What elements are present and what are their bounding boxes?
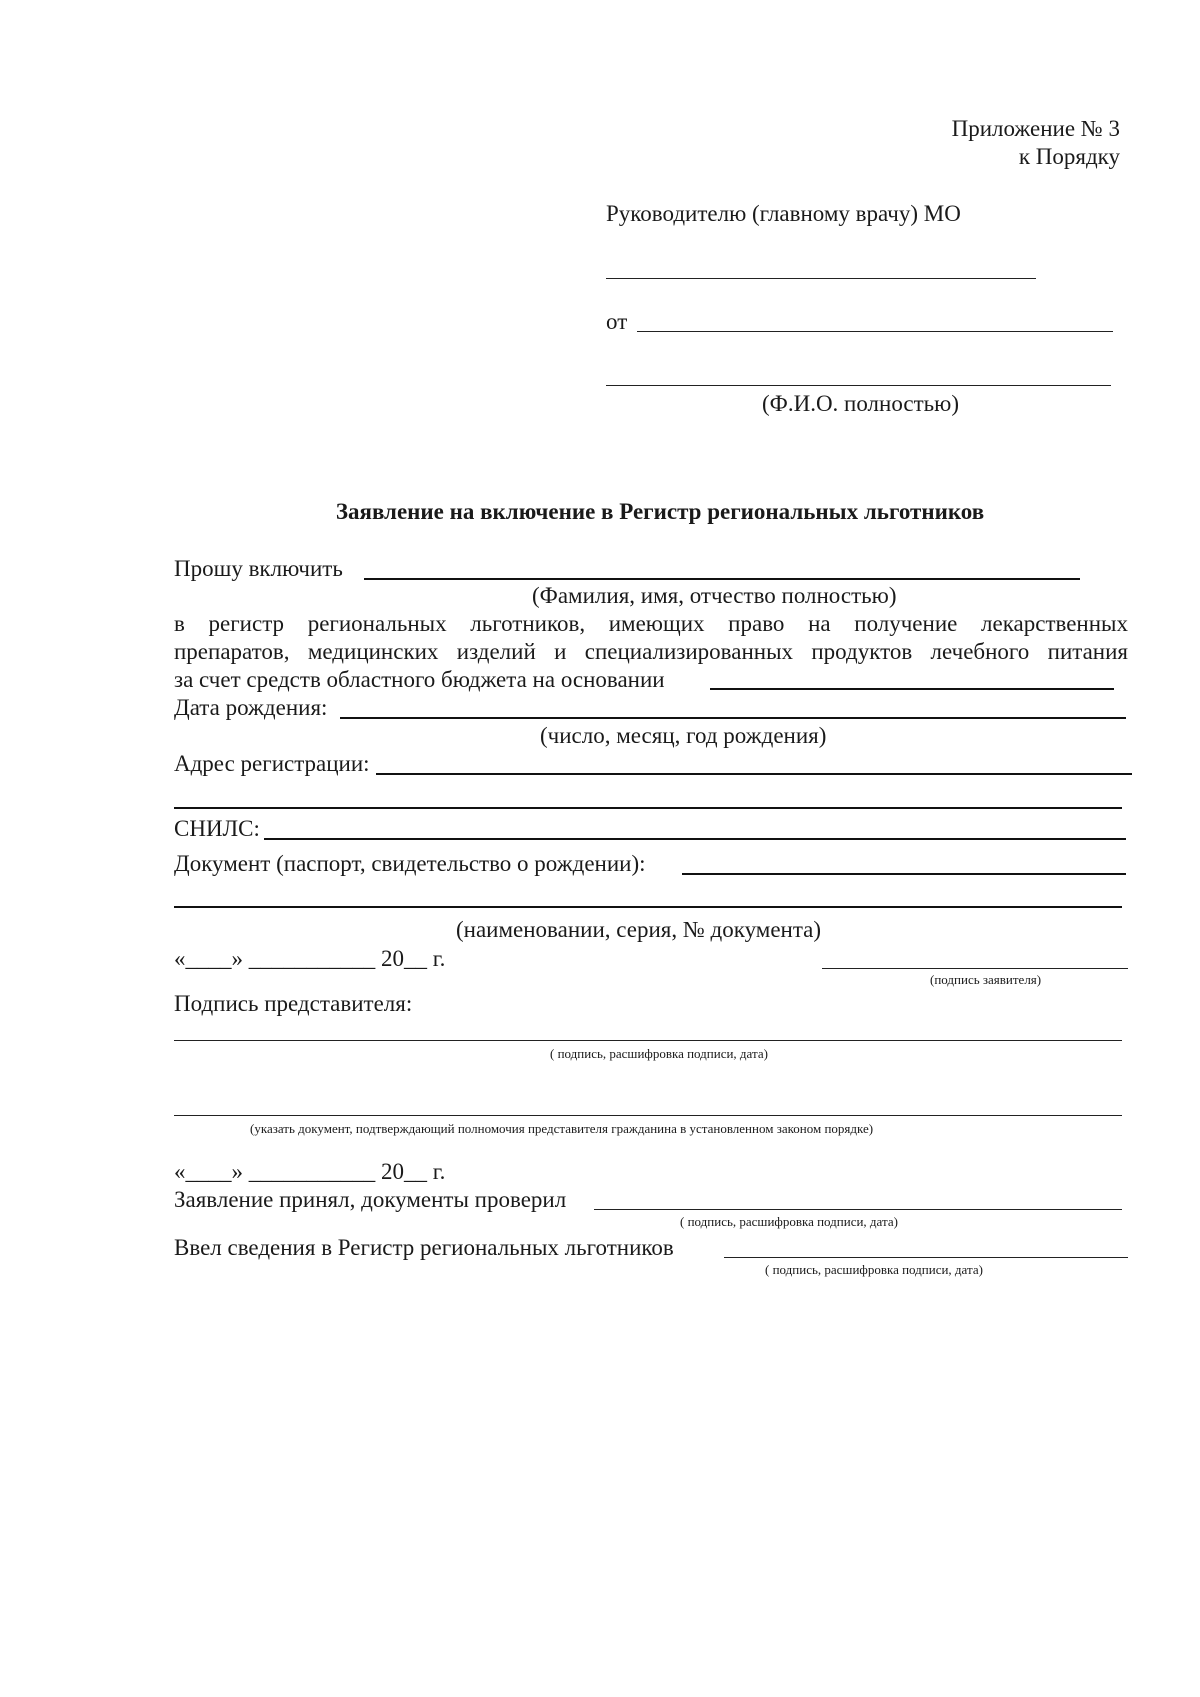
recipient-field-line	[606, 278, 1036, 279]
address-field-line	[376, 773, 1132, 775]
from-label: от	[606, 309, 628, 334]
snils-field-line	[264, 838, 1126, 840]
date-line-1: «____» ___________ 20__ г.	[174, 946, 446, 971]
rep-signature-hint: ( подпись, расшифровка подписи, дата)	[550, 1046, 768, 1061]
entered-label: Ввел сведения в Регистр региональных льготников	[174, 1235, 674, 1260]
accepted-label: Заявление принял, документы проверил	[174, 1187, 567, 1212]
basis-field-line	[710, 688, 1114, 690]
from-field-line-2	[606, 385, 1111, 386]
from-field-line	[637, 331, 1113, 332]
rep-document-hint: (указать документ, подтверждающий полномочия представителя гражданина в установленном законом порядке)	[250, 1121, 874, 1136]
document-field-line	[682, 873, 1126, 875]
snils-label: СНИЛС:	[174, 816, 260, 841]
accepted-signature-line	[594, 1209, 1122, 1210]
fio-hint: (Ф.И.О. полностью)	[762, 391, 960, 416]
form-title: Заявление на включение в Регистр региональных льготников	[335, 499, 985, 524]
entered-signature-line	[724, 1257, 1128, 1258]
address-label: Адрес регистрации:	[174, 751, 370, 776]
rep-signature-label: Подпись представителя:	[174, 991, 413, 1016]
name-field-line	[364, 578, 1080, 580]
address-field-line-2	[174, 807, 1122, 809]
document-field-line-2	[174, 906, 1122, 908]
name-hint: (Фамилия, имя, отчество полностью)	[532, 583, 897, 608]
document-hint: (наименовании, серия, № документа)	[456, 917, 822, 942]
body-line-1: в регистр региональных льготников, имеющих право на получение лекарственных	[174, 611, 1128, 636]
birth-label: Дата рождения:	[174, 695, 328, 720]
applicant-signature-hint: (подпись заявителя)	[930, 972, 1042, 987]
rep-document-line	[174, 1115, 1122, 1116]
appendix-number: Приложение № 3	[951, 116, 1120, 141]
appendix-order: к Порядку	[1018, 144, 1120, 169]
body-line-3: за счет средств областного бюджета на основании	[174, 667, 665, 692]
applicant-signature-line	[822, 968, 1128, 969]
document-label: Документ (паспорт, свидетельство о рождении):	[174, 851, 646, 876]
entered-hint: ( подпись, расшифровка подписи, дата)	[765, 1262, 983, 1277]
accepted-hint: ( подпись, расшифровка подписи, дата)	[680, 1214, 898, 1229]
birth-hint: (число, месяц, год рождения)	[540, 723, 827, 748]
birth-field-line	[340, 717, 1126, 719]
recipient-line: Руководителю (главному врачу) МО	[606, 201, 961, 226]
body-line-2: препаратов, медицинских изделий и специализированных продуктов лечебного питания	[174, 639, 1128, 664]
request-label: Прошу включить	[174, 556, 343, 581]
rep-signature-line	[174, 1040, 1122, 1041]
date-line-2: «____» ___________ 20__ г.	[174, 1159, 446, 1184]
